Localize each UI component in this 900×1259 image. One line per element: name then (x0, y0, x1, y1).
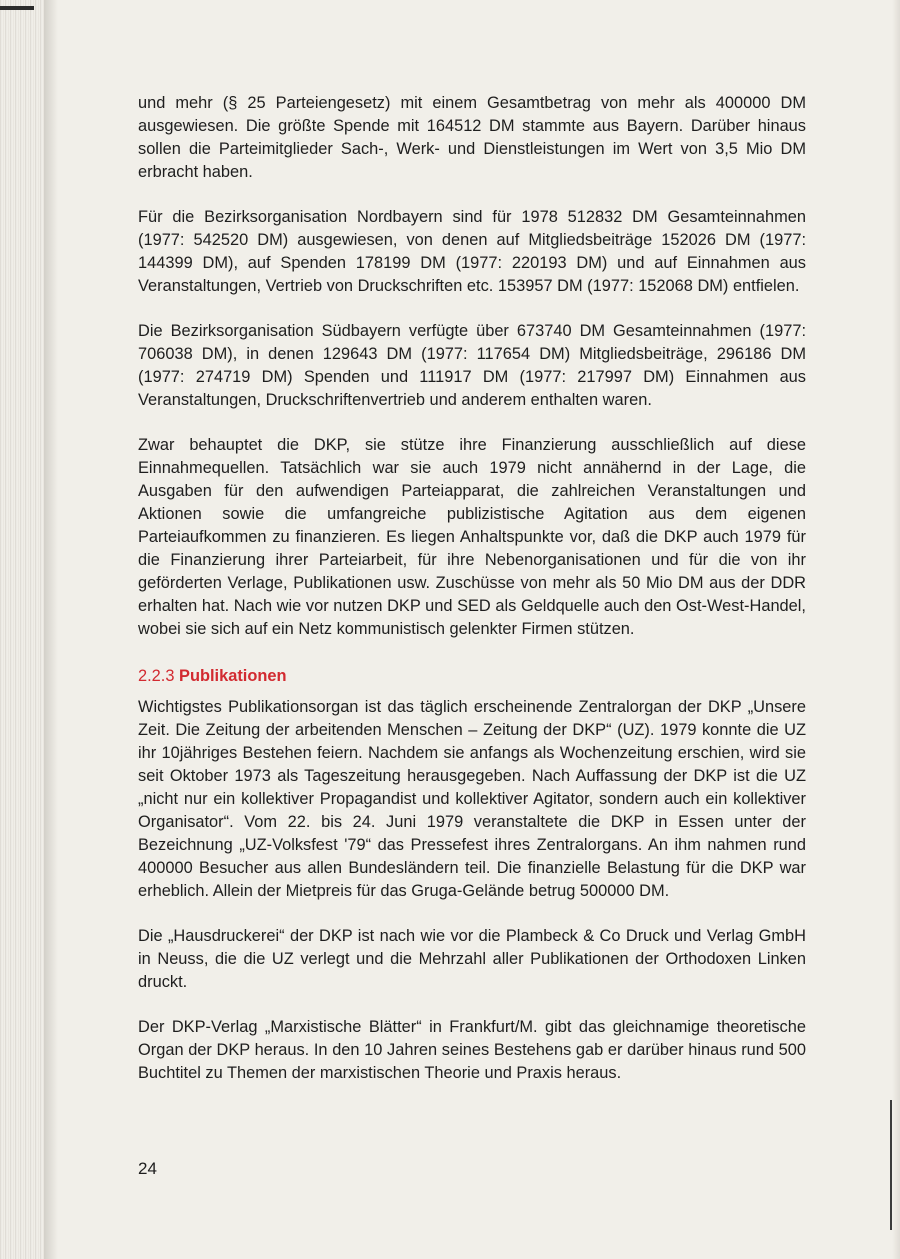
section-title: Publikationen (179, 667, 287, 685)
page-content (138, 92, 806, 1107)
page-number: 24 (138, 1159, 157, 1178)
corner-mark (0, 6, 34, 10)
section-number: 2.2.3 (138, 667, 175, 685)
paragraph-nordbayern: Für die Bezirksorganisation Nordbayern sind für 1978 512832 DM Gesamteinnahmen (1977: 542520 DM) ausgewiesen, von denen auf Mitgliedsbeiträge 152026 DM (1977: 144399 DM), auf Spenden 178199 DM (1977: 220193 DM) und auf Einnahmen aus Veranstaltungen, Vertrieb von Druckschriften etc. 153957 DM (1977: 152068 DM) entfielen. (138, 208, 806, 295)
right-page-edge (892, 0, 900, 1259)
paragraph-suedbayern: Die Bezirksorganisation Südbayern verfügte über 673740 DM Gesamteinnahmen (1977: 706038 DM), in denen 129643 DM (1977: 117654 DM) Mitgliedsbeiträge, 296186 DM (1977: 274719 DM) Spenden und 111917 DM (1977: 217997 DM) Einnahmen aus Veranstaltungen, Druckschriftenvertrieb und anderem enthalten waren. (138, 322, 806, 409)
paragraph-finanzierung: Zwar behauptet die DKP, sie stütze ihre Finanzierung ausschließlich auf diese Einnahmequellen. Tatsächlich war sie auch 1979 nicht annähernd in der Lage, die Ausgaben für den aufwendigen Parteiapparat, die zahlreichen Veranstaltungen und Aktionen sowie die umfangreiche publizistische Agitation aus dem eigenen Parteiaufkommen zu finanzieren. Es liegen Anhaltspunkte vor, daß die DKP auch 1979 für die Finanzierung ihrer Parteiarbeit, für ihre Nebenorganisationen und für die von ihr geförderten Verlage, Publikationen usw. Zuschüsse von mehr als 50 Mio DM aus der DDR erhalten hat. Nach wie vor nutzen DKP und SED als Geldquelle auch den Ost-West-Handel, wobei sie sich auf ein Netz kommunistisch gelenkter Firmen stützen. (138, 436, 806, 638)
section-heading (138, 665, 806, 688)
paragraph-verlag: Der DKP-Verlag „Marxistische Blätter“ in Frankfurt/M. gibt das gleichnamige theoretische Organ der DKP heraus. In den 10 Jahren seines Bestehens gab er darüber hinaus rund 500 Buchtitel zu Themen der marxistischen Theorie und Praxis heraus. (138, 1018, 806, 1082)
right-edge-mark (890, 1100, 892, 1230)
page-stack-edge (0, 0, 44, 1259)
page-gutter-shadow (44, 0, 58, 1259)
paragraph-uz: Wichtigstes Publikationsorgan ist das täglich erscheinende Zentralorgan der DKP „Unsere Zeit. Die Zeitung der arbeitenden Menschen – Zeitung der DKP“ (UZ). 1979 konnte die UZ ihr 10jähriges Bestehen feiern. Nachdem sie anfangs als Wochenzeitung erschien, wird sie seit Oktober 1973 als Tageszeitung herausgegeben. Nach Auffassung der DKP ist die UZ „nicht nur ein kollektiver Propagandist und kollektiver Agitator, sondern auch ein kollektiver Organisator“. Vom 22. bis 24. Juni 1979 veranstaltete die DKP in Essen unter der Bezeichnung „UZ-Volksfest '79“ das Pressefest ihres Zentralorgans. An ihm nahmen rund 400000 Besucher aus allen Bundesländern teil. Die finanzielle Belastung für die DKP war erheblich. Allein der Mietpreis für das Gruga-Gelände betrug 500000 DM. (138, 698, 806, 900)
paragraph-hausdruckerei: Die „Hausdruckerei“ der DKP ist nach wie vor die Plambeck & Co Druck und Verlag GmbH in Neuss, die die UZ verlegt und die Mehrzahl aller Publikationen der Orthodoxen Linken druckt. (138, 927, 806, 991)
paragraph-spenden: und mehr (§ 25 Parteiengesetz) mit einem Gesamtbetrag von mehr als 400000 DM ausgewiesen. Die größte Spende mit 164512 DM stammte aus Bayern. Darüber hinaus sollen die Parteimitglieder Sach-, Werk- und Dienstleistungen im Wert von 3,5 Mio DM erbracht haben. (138, 94, 806, 181)
